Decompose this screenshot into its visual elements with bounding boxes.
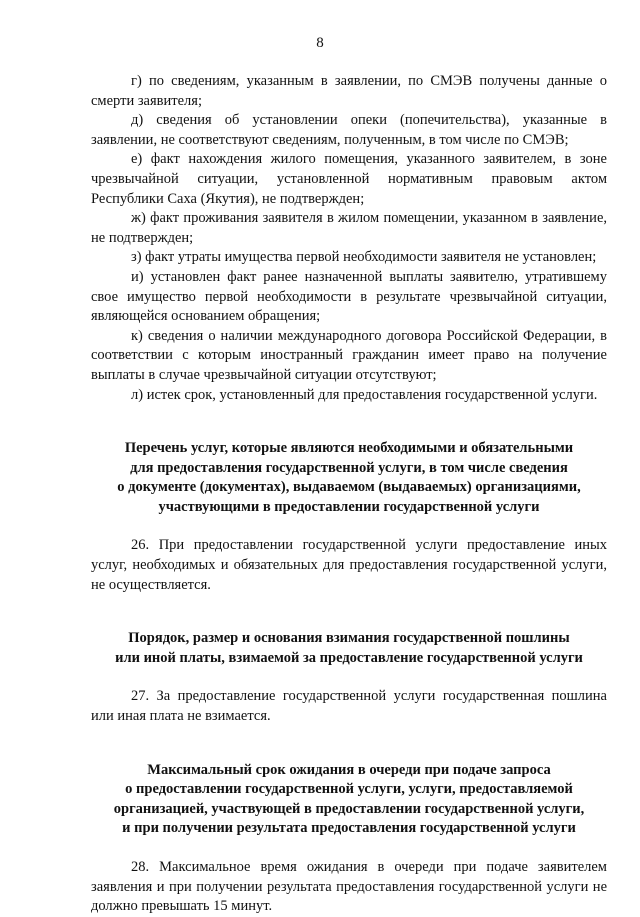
paragraph-28: 28. Максимальное время ожидания в очереди при подаче заявителем заявления и при получении результата предоставления государственной услуги не должно превышать 15 минут. (91, 859, 607, 915)
list-item-k: к) сведения о наличии международного договора Российской Федерации, в соответствии с которым иностранный гражданин имеет право на получение выплаты в случае чрезвычайной ситуации отсутствуют; (91, 327, 607, 383)
list-item-l: л) истек срок, установленный для предоставления государственной услуги. (131, 386, 598, 403)
heading-line: Порядок, размер и основания взимания государственной пошлины (128, 630, 570, 647)
section-heading-services (91, 439, 607, 517)
list-item-e: е) факт нахождения жилого помещения, указанного заявителем, в зоне чрезвычайной ситуации, установленной нормативным правовым актом Республики Саха (Якутия), не подтвержден; (91, 151, 607, 207)
list-item-d: д) сведения об установлении опеки (попечительства), указанные в заявлении, не соответствуют сведениям, полученным, в том числе по СМЭВ; (91, 112, 607, 148)
paragraph-27: 27. За предоставление государственной услуги государственная пошлина или иная плата не взимается. (91, 688, 607, 725)
document-body (91, 72, 607, 917)
list-item-i: и) установлен факт ранее назначенной выплаты заявителю, утратившему свое имущество первой необходимости в результате чрезвычайной ситуации, являющейся основанием обращения; (91, 268, 607, 325)
list-item-g: г) по сведениям, указанным в заявлении, по СМЭВ получены данные о смерти заявителя; (91, 73, 607, 109)
page-number: 8 (316, 35, 324, 51)
heading-line: участвующими в предоставлении государственной услуги (158, 498, 540, 515)
list-item-z: з) факт утраты имущества первой необходимости заявителя не установлен; (131, 249, 597, 266)
list-item-zh: ж) факт проживания заявителя в жилом помещении, указанном в заявление, не подтвержден; (91, 210, 607, 246)
heading-line: или иной платы, взимаемой за предоставление государственной услуги (115, 649, 583, 666)
heading-line: о документе (документах), выдаваемом (выдаваемых) организациями, (117, 479, 581, 496)
paragraph-26: 26. При предоставлении государственной услуги предоставление иных услуг, необходимых и обязательных для предоставления государственной услуги, не осуществляется. (91, 537, 607, 593)
heading-line: и при получении результата предоставления государственной услуги (122, 820, 576, 837)
heading-line: Максимальный срок ожидания в очереди при подаче запроса (147, 761, 551, 778)
heading-line: организацией, участвующей в предоставлении государственной услуги, (113, 800, 585, 817)
heading-line: о предоставлении государственной услуги, услуги, предоставляемой (125, 781, 573, 798)
heading-line: для предоставления государственной услуги, в том числе сведения (130, 459, 568, 476)
section-heading-fee (91, 629, 607, 668)
section-heading-waiting-time (91, 761, 607, 839)
heading-line: Перечень услуг, которые являются необходимыми и обязательными (124, 440, 574, 457)
